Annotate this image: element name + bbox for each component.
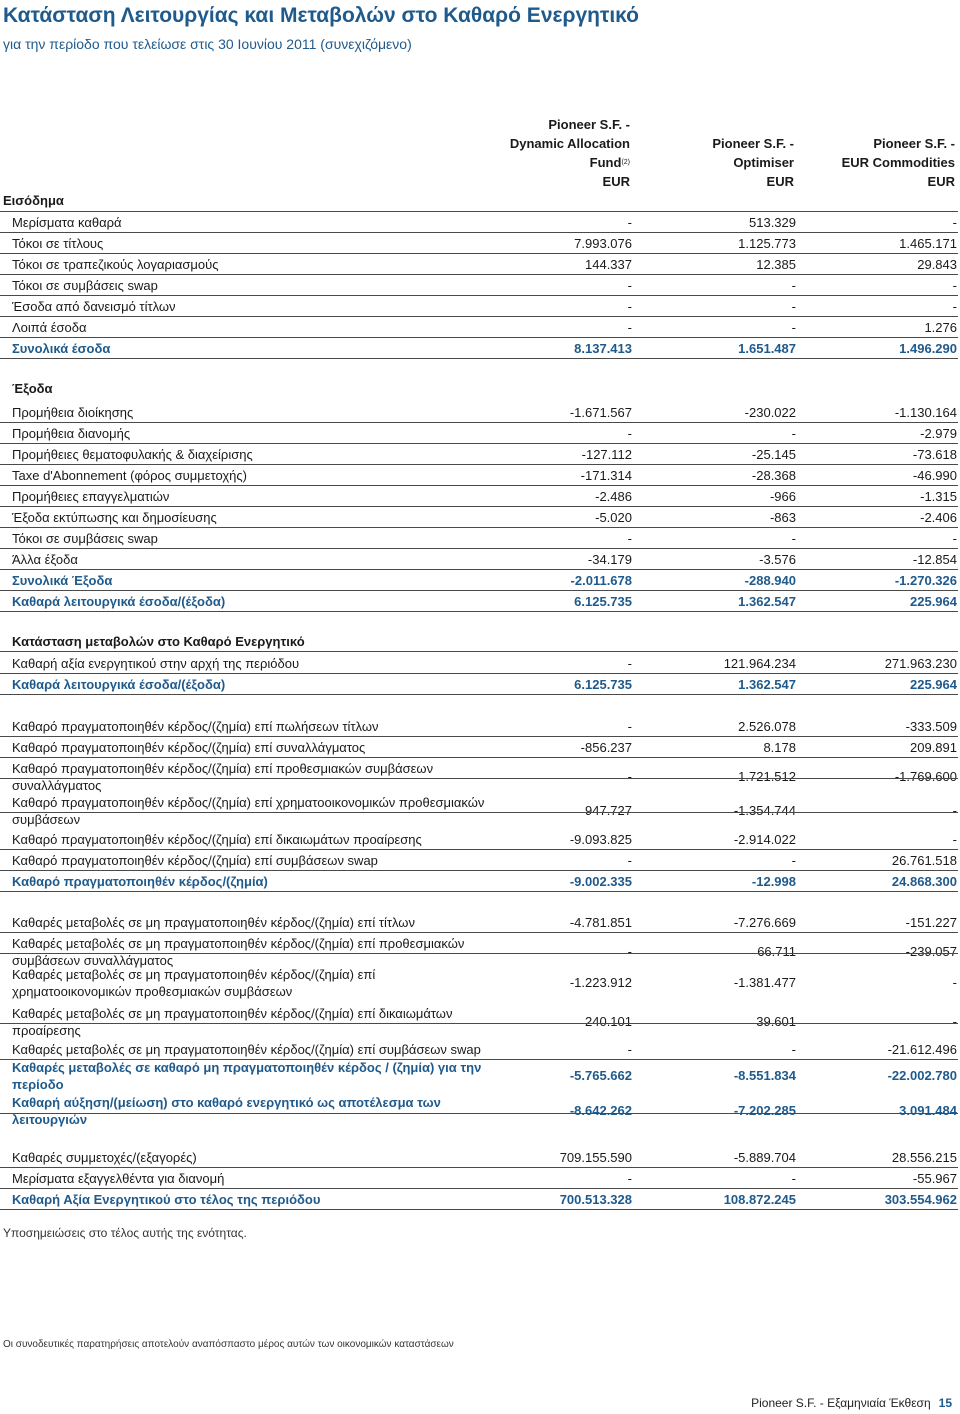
disclaimer-note: Οι συνοδευτικές παρατηρήσεις αποτελούν αναπόσπαστο μέρος αυτών των οικονομικών καταστάσεων <box>3 1339 454 1350</box>
row-label: Καθαρή αύξηση/(μείωση) στο καθαρό ενεργητικό ως αποτέλεσμα των <box>12 1095 441 1110</box>
row-divider <box>0 849 958 850</box>
cell-col-1: -34.179 <box>587 552 632 567</box>
row-label: Καθαρό πραγματοποιηθέν κέρδος/(ζημία) επί πωλήσεων τίτλων <box>12 719 379 734</box>
cell-col-2: 108.872.245 <box>723 1192 796 1207</box>
row-label: Καθαρές μεταβολές σε μη πραγματοποιηθέν κέρδος/(ζημία) επί συμβάσεων swap <box>12 1042 481 1057</box>
row-label: Καθαρό πραγματοποιηθέν κέρδος/(ζημία) <box>12 874 268 889</box>
cell-col-3: -2.979 <box>920 426 957 441</box>
row-label: Καθαρή αξία ενεργητικού στην αρχή της περιόδου <box>12 656 300 671</box>
row-divider <box>0 443 958 444</box>
cell-col-3: 225.964 <box>910 677 957 692</box>
cell-col-2: 1.651.487 <box>738 341 796 356</box>
cell-col-3: 26.761.518 <box>891 853 957 868</box>
row-divider <box>0 953 958 954</box>
row-divider <box>0 1188 958 1189</box>
row-divider <box>0 464 958 465</box>
cell-col-3: -333.509 <box>905 719 957 734</box>
row-label: Καθαρό πραγματοποιηθέν κέρδος/(ζημία) επί συναλλάγματος <box>12 740 366 755</box>
row-label: Καθαρό πραγματοποιηθέν κέρδος/(ζημία) επί δικαιωμάτων προαίρεσης <box>12 832 422 847</box>
row-label: Έξοδα εκτύπωσης και δημοσίευσης <box>12 510 217 525</box>
column-header-line: Pioneer S.F. - <box>873 136 955 151</box>
row-label: Taxe d'Abonnement (φόρος συμμετοχής) <box>12 468 247 483</box>
row-label: Καθαρές μεταβολές σε μη πραγματοποιηθέν κέρδος/(ζημία) επί τίτλων <box>12 915 415 930</box>
column-header-3 <box>842 134 955 191</box>
cell-col-3: 225.964 <box>910 594 957 609</box>
cell-col-3: -1.270.326 <box>894 573 957 588</box>
cell-col-3: 3.091.484 <box>899 1103 957 1118</box>
row-label: Προμήθειες επαγγελματιών <box>12 489 170 504</box>
page-title: Κατάσταση Λειτουργίας και Μεταβολών στο Καθαρό Ενεργητικό <box>3 4 640 27</box>
row-divider <box>0 274 958 275</box>
cell-col-1: 240.101 <box>585 1014 632 1029</box>
row-label-continued: συναλλάγματος <box>12 778 102 793</box>
page-subtitle: για την περίοδο που τελείωσε στις 30 Ιουνίου 2011 (συνεχιζόμενο) <box>3 36 412 52</box>
cell-col-3: -21.612.496 <box>887 1042 957 1057</box>
cell-col-2: 66.711 <box>757 944 796 959</box>
cell-col-2: 2.526.078 <box>738 719 796 734</box>
cell-col-2: -7.276.669 <box>733 915 796 930</box>
row-divider <box>0 1209 958 1210</box>
cell-col-3: - <box>952 832 957 847</box>
row-label-continued: λειτουργιών <box>12 1112 88 1127</box>
cell-col-3: -2.406 <box>920 510 957 525</box>
cell-col-1: 947.727 <box>585 803 632 818</box>
cell-col-1: - <box>627 769 632 784</box>
row-divider <box>0 590 958 591</box>
row-label-continued: συμβάσεων συναλλάγματος <box>12 953 174 968</box>
row-divider <box>0 211 958 212</box>
page-footer <box>751 1396 952 1410</box>
row-label: Προμήθεια διανομής <box>12 426 131 441</box>
row-label: Έξοδα <box>12 381 53 396</box>
row-divider <box>0 316 958 317</box>
row-divider <box>0 694 958 695</box>
cell-col-1: - <box>627 426 632 441</box>
cell-col-1: -856.237 <box>580 740 632 755</box>
cell-col-2: 1.125.773 <box>738 236 796 251</box>
cell-col-3: 29.843 <box>917 257 957 272</box>
cell-col-1: - <box>627 853 632 868</box>
cell-col-3: -1.769.600 <box>894 769 957 784</box>
cell-col-1: -9.002.335 <box>569 874 632 889</box>
row-label: Συνολικά Έξοδα <box>12 573 113 588</box>
cell-col-1: 144.337 <box>585 257 632 272</box>
row-divider <box>0 548 958 549</box>
cell-col-2: - <box>791 853 796 868</box>
cell-col-1: -9.093.825 <box>569 832 632 847</box>
row-label: Καθαρό πραγματοποιηθέν κέρδος/(ζημία) επί χρηματοοικονομικών προθεσμιακών <box>12 795 485 810</box>
column-header-footnote: (2) <box>621 159 630 166</box>
row-label: Άλλα έξοδα <box>12 552 78 567</box>
footer-text: Pioneer S.F. - Εξαμηνιαία Έκθεση <box>751 1396 931 1410</box>
cell-col-3: 1.496.290 <box>899 341 957 356</box>
cell-col-1: 7.993.076 <box>574 236 632 251</box>
column-header-line: EUR <box>927 174 955 189</box>
cell-col-1: -4.781.851 <box>569 915 632 930</box>
row-divider <box>0 1023 958 1024</box>
cell-col-1: -5.765.662 <box>569 1068 632 1083</box>
row-label: Καθαρές μεταβολές σε μη πραγματοποιηθέν κέρδος/(ζημία) επί δικαιωμάτων <box>12 1006 453 1021</box>
row-label: Καθαρές μεταβολές σε μη πραγματοποιηθέν κέρδος/(ζημία) επί προθεσμιακών <box>12 936 465 951</box>
cell-col-3: 209.891 <box>910 740 957 755</box>
column-header-line: EUR <box>602 174 630 189</box>
cell-col-2: - <box>791 278 796 293</box>
row-divider <box>0 651 958 652</box>
cell-col-1: -8.642.262 <box>569 1103 632 1118</box>
cell-col-1: - <box>627 1171 632 1186</box>
cell-col-2: -966 <box>769 489 796 504</box>
column-header-1 <box>510 115 630 191</box>
row-divider <box>0 932 958 933</box>
cell-col-3: -239.057 <box>905 944 957 959</box>
column-header-line: Fund$^{(2)}$ <box>589 155 630 170</box>
column-header-line: Pioneer S.F. - <box>712 136 794 151</box>
cell-col-3: -46.990 <box>912 468 957 483</box>
column-header-line: Dynamic Allocation <box>509 136 630 151</box>
row-label: Καθαρά λειτουργικά έσοδα/(έξοδα) <box>12 594 226 609</box>
row-divider <box>0 611 958 612</box>
cell-col-2: 8.178 <box>763 740 796 755</box>
cell-col-1: - <box>627 944 632 959</box>
column-header-2 <box>712 134 794 191</box>
column-header-line: EUR Commodities <box>841 155 955 170</box>
cell-col-2: -8.551.834 <box>733 1068 796 1083</box>
cell-col-2: 39.601 <box>756 1014 796 1029</box>
cell-col-2: - <box>791 426 796 441</box>
cell-col-2: -1.354.744 <box>733 803 796 818</box>
cell-col-3: 28.556.215 <box>891 1150 957 1165</box>
cell-col-3: 271.963.230 <box>884 656 957 671</box>
cell-col-3: - <box>952 803 957 818</box>
cell-col-3: - <box>952 975 957 990</box>
row-label: Κατάσταση μεταβολών στο Καθαρό Ενεργητικό <box>12 634 305 649</box>
cell-col-3: 24.868.300 <box>891 874 957 889</box>
cell-col-2: -12.998 <box>751 874 796 889</box>
row-divider <box>0 736 958 737</box>
row-label: Τόκοι σε τραπεζικούς λογαριασμούς <box>12 257 219 272</box>
cell-col-1: -1.671.567 <box>569 405 632 420</box>
page-number: 15 <box>938 1396 952 1410</box>
cell-col-1: -171.314 <box>580 468 632 483</box>
row-divider <box>0 232 958 233</box>
row-divider <box>0 1113 958 1114</box>
cell-col-1: - <box>627 656 632 671</box>
cell-col-2: 1.362.547 <box>738 677 796 692</box>
cell-col-2: 1.362.547 <box>738 594 796 609</box>
cell-col-3: -55.967 <box>912 1171 957 1186</box>
cell-col-1: 700.513.328 <box>559 1192 632 1207</box>
cell-col-3: -1.130.164 <box>894 405 957 420</box>
column-header-line: EUR <box>766 174 794 189</box>
cell-col-2: -1.381.477 <box>733 975 796 990</box>
cell-col-3: -1.315 <box>920 489 957 504</box>
cell-col-2: -5.889.704 <box>733 1150 796 1165</box>
row-divider <box>0 1059 958 1060</box>
row-divider <box>0 295 958 296</box>
row-divider <box>0 870 958 871</box>
cell-col-2: -2.914.022 <box>733 832 796 847</box>
row-label: Καθαρή Αξία Ενεργητικού στο τέλος της περιόδου <box>12 1192 321 1207</box>
row-label-continued: προαίρεσης <box>12 1023 81 1038</box>
cell-col-2: -7.202.285 <box>733 1103 796 1118</box>
row-divider <box>0 778 958 779</box>
row-label-continued: χρηματοοικονομικών προθεσμιακών συμβάσεων <box>12 984 293 999</box>
cell-col-3: 1.465.171 <box>899 236 957 251</box>
cell-col-1: -2.011.678 <box>570 573 632 588</box>
cell-col-1: 8.137.413 <box>574 341 632 356</box>
cell-col-2: 121.964.234 <box>723 656 796 671</box>
cell-col-1: -1.223.912 <box>569 975 632 990</box>
row-divider <box>0 337 958 338</box>
cell-col-2: -28.368 <box>751 468 796 483</box>
cell-col-2: -3.576 <box>759 552 796 567</box>
row-label: Καθαρά λειτουργικά έσοδα/(έξοδα) <box>12 677 226 692</box>
row-label: Έσοδα από δανεισμό τίτλων <box>12 299 176 314</box>
row-label-continued: περίοδο <box>12 1077 64 1092</box>
row-divider <box>0 673 958 674</box>
cell-col-2: -230.022 <box>744 405 796 420</box>
cell-col-2: - <box>791 531 796 546</box>
cell-col-1: - <box>627 531 632 546</box>
cell-col-2: 1.721.512 <box>738 769 796 784</box>
cell-col-3: - <box>952 1014 957 1029</box>
row-label: Προμήθεια διοίκησης <box>12 405 134 420</box>
cell-col-2: -25.145 <box>751 447 796 462</box>
footnote-reference: Υποσημειώσεις στο τέλος αυτής της ενότητας. <box>3 1226 247 1240</box>
cell-col-3: -22.002.780 <box>887 1068 957 1083</box>
cell-col-3: - <box>952 215 957 230</box>
row-label: Καθαρές μεταβολές σε καθαρό μη πραγματοποιηθέν κέρδος / (ζημία) για την <box>12 1060 482 1075</box>
cell-col-1: - <box>627 320 632 335</box>
row-label: Τόκοι σε συμβάσεις swap <box>12 531 158 546</box>
cell-col-1: -127.112 <box>581 447 632 462</box>
cell-col-2: - <box>791 1171 796 1186</box>
cell-col-2: - <box>791 299 796 314</box>
cell-col-3: -151.227 <box>905 915 957 930</box>
cell-col-2: - <box>791 320 796 335</box>
cell-col-2: 12.385 <box>756 257 796 272</box>
row-divider <box>0 527 958 528</box>
cell-col-3: - <box>952 299 957 314</box>
row-label: Λοιπά έσοδα <box>12 320 87 335</box>
cell-col-3: 303.554.962 <box>884 1192 957 1207</box>
row-label: Εισόδημα <box>3 193 64 208</box>
row-divider <box>0 757 958 758</box>
row-divider <box>0 506 958 507</box>
cell-col-2: 513.329 <box>749 215 796 230</box>
row-label: Τόκοι σε συμβάσεις swap <box>12 278 158 293</box>
column-header-line: Optimiser <box>733 155 794 170</box>
cell-col-1: - <box>627 719 632 734</box>
cell-col-1: - <box>627 278 632 293</box>
row-label: Μερίσματα καθαρά <box>12 215 122 230</box>
cell-col-1: - <box>627 299 632 314</box>
row-label: Τόκοι σε τίτλους <box>12 236 104 251</box>
row-divider <box>0 1167 958 1168</box>
cell-col-1: -2.486 <box>595 489 632 504</box>
cell-col-3: - <box>952 531 957 546</box>
row-divider <box>0 485 958 486</box>
row-divider <box>0 358 958 359</box>
row-divider <box>0 891 958 892</box>
cell-col-1: 6.125.735 <box>574 594 632 609</box>
row-divider <box>0 422 958 423</box>
cell-col-1: 6.125.735 <box>574 677 632 692</box>
row-label: Καθαρό πραγματοποιηθέν κέρδος/(ζημία) επί συμβάσεων swap <box>12 853 378 868</box>
cell-col-1: 709.155.590 <box>559 1150 632 1165</box>
row-label: Καθαρές συμμετοχές/(εξαγορές) <box>12 1150 197 1165</box>
cell-col-3: -12.854 <box>912 552 957 567</box>
cell-col-2: - <box>791 1042 796 1057</box>
cell-col-2: -288.940 <box>744 573 796 588</box>
row-label: Μερίσματα εξαγγελθέντα για διανομή <box>12 1171 225 1186</box>
row-label: Προμήθειες θεματοφυλακής & διαχείρισης <box>12 447 253 462</box>
cell-col-3: 1.276 <box>924 320 957 335</box>
cell-col-3: - <box>952 278 957 293</box>
cell-col-3: -73.618 <box>912 447 957 462</box>
row-label: Καθαρό πραγματοποιηθέν κέρδος/(ζημία) επί προθεσμιακών συμβάσεων <box>12 761 434 776</box>
column-header-line: Pioneer S.F. - <box>548 117 630 132</box>
cell-col-2: -863 <box>769 510 796 525</box>
cell-col-1: -5.020 <box>595 510 632 525</box>
row-divider <box>0 569 958 570</box>
row-divider <box>0 812 958 813</box>
row-divider <box>0 253 958 254</box>
cell-col-1: - <box>627 215 632 230</box>
cell-col-1: - <box>627 1042 632 1057</box>
row-label-continued: συμβάσεων <box>12 812 81 827</box>
row-label: Καθαρές μεταβολές σε μη πραγματοποιηθέν κέρδος/(ζημία) επί <box>12 967 376 982</box>
row-label: Συνολικά έσοδα <box>12 341 111 356</box>
